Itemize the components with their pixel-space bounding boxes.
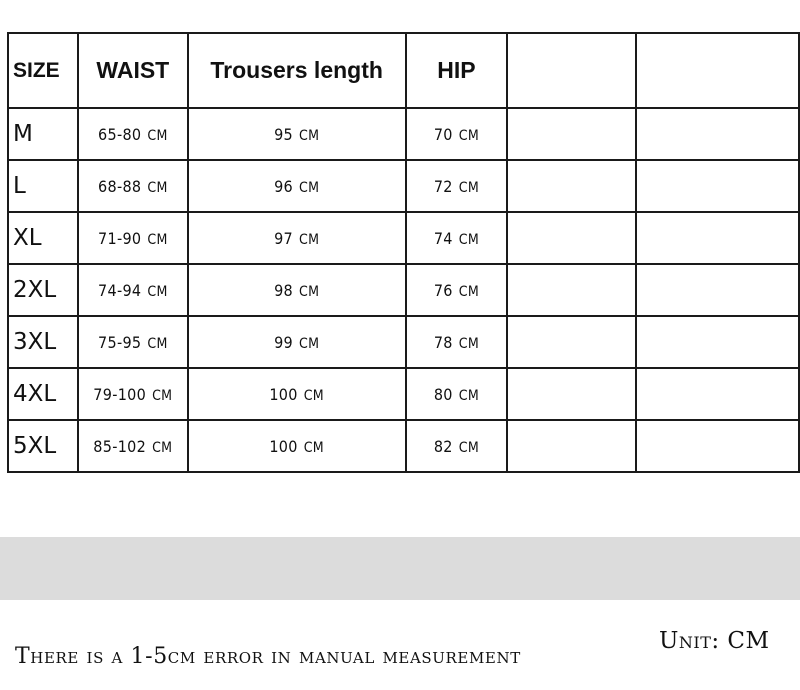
table-row bbox=[8, 108, 799, 160]
blank-cell bbox=[636, 368, 799, 420]
waist-value: 79-100 bbox=[93, 384, 147, 404]
table-row bbox=[8, 212, 799, 264]
length-cell bbox=[188, 160, 406, 212]
table-row bbox=[8, 368, 799, 420]
unit-text: CM bbox=[147, 127, 168, 144]
length-value: 97 bbox=[274, 228, 293, 248]
hip-value: 76 bbox=[433, 280, 453, 300]
length-value: 98 bbox=[274, 280, 293, 300]
blank-cell bbox=[507, 108, 635, 160]
hip-value: 74 bbox=[433, 228, 453, 248]
length-value: 96 bbox=[274, 176, 293, 196]
unit-text: CM bbox=[298, 335, 320, 352]
blank-cell bbox=[507, 368, 635, 420]
blank-cell bbox=[507, 264, 635, 316]
table-body bbox=[8, 108, 799, 472]
size-chart-table bbox=[7, 32, 800, 473]
blank-cell bbox=[636, 108, 799, 160]
unit-text: CM bbox=[458, 179, 480, 196]
hip-value: 82 bbox=[433, 436, 453, 456]
size-cell: 3XL bbox=[8, 316, 78, 368]
table-row bbox=[8, 420, 799, 472]
length-value: 100 bbox=[269, 384, 298, 404]
unit-text: CM bbox=[458, 387, 480, 404]
length-cell bbox=[188, 420, 406, 472]
table-row bbox=[8, 160, 799, 212]
hip-cell bbox=[406, 420, 508, 472]
unit-text: CM bbox=[458, 335, 480, 352]
size-cell: L bbox=[8, 160, 78, 212]
blank-cell bbox=[507, 160, 635, 212]
length-value: 99 bbox=[274, 332, 293, 352]
waist-value: 65-80 bbox=[98, 124, 142, 144]
hip-cell bbox=[406, 368, 508, 420]
waist-cell bbox=[78, 316, 188, 368]
blank-cell bbox=[636, 316, 799, 368]
size-cell: M bbox=[8, 108, 78, 160]
unit-text: CM bbox=[147, 231, 168, 248]
length-cell bbox=[188, 368, 406, 420]
hip-cell bbox=[406, 108, 508, 160]
blank-cell bbox=[636, 420, 799, 472]
header-blank-1 bbox=[507, 33, 635, 108]
size-cell: 4XL bbox=[8, 368, 78, 420]
length-cell bbox=[188, 108, 406, 160]
length-value: 95 bbox=[274, 124, 293, 144]
size-cell: 2XL bbox=[8, 264, 78, 316]
blank-cell bbox=[507, 420, 635, 472]
unit-text: CM bbox=[298, 179, 320, 196]
waist-cell bbox=[78, 160, 188, 212]
waist-cell bbox=[78, 368, 188, 420]
length-cell bbox=[188, 316, 406, 368]
unit-text: CM bbox=[298, 283, 320, 300]
blank-cell bbox=[636, 212, 799, 264]
gray-band bbox=[0, 537, 800, 600]
hip-cell bbox=[406, 160, 508, 212]
unit-text: CM bbox=[298, 231, 320, 248]
length-value: 100 bbox=[269, 436, 298, 456]
hip-cell bbox=[406, 212, 508, 264]
waist-value: 71-90 bbox=[98, 228, 142, 248]
waist-cell bbox=[78, 108, 188, 160]
blank-cell bbox=[507, 316, 635, 368]
unit-text: CM bbox=[458, 439, 480, 456]
hip-value: 78 bbox=[433, 332, 453, 352]
blank-cell bbox=[636, 264, 799, 316]
waist-value: 74-94 bbox=[98, 280, 142, 300]
unit-text: CM bbox=[152, 387, 173, 404]
size-cell: 5XL bbox=[8, 420, 78, 472]
table-row bbox=[8, 316, 799, 368]
header-blank-2 bbox=[636, 33, 799, 108]
unit-text: CM bbox=[298, 127, 320, 144]
header-waist: WAIST bbox=[78, 33, 188, 108]
unit-text: CM bbox=[458, 127, 480, 144]
hip-value: 80 bbox=[433, 384, 453, 404]
unit-text: CM bbox=[152, 439, 173, 456]
unit-text: CM bbox=[458, 231, 480, 248]
table-header-row bbox=[8, 33, 799, 108]
unit-text: CM bbox=[147, 179, 168, 196]
waist-value: 68-88 bbox=[98, 176, 142, 196]
unit-text: CM bbox=[303, 387, 324, 404]
unit-text: CM bbox=[458, 283, 480, 300]
header-size: SIZE bbox=[8, 33, 78, 108]
size-cell: XL bbox=[8, 212, 78, 264]
hip-cell bbox=[406, 316, 508, 368]
waist-cell bbox=[78, 420, 188, 472]
length-cell bbox=[188, 264, 406, 316]
length-cell bbox=[188, 212, 406, 264]
unit-text: CM bbox=[303, 439, 324, 456]
blank-cell bbox=[636, 160, 799, 212]
waist-cell bbox=[78, 212, 188, 264]
table-row bbox=[8, 264, 799, 316]
hip-cell bbox=[406, 264, 508, 316]
blank-cell bbox=[507, 212, 635, 264]
waist-value: 75-95 bbox=[98, 332, 142, 352]
waist-cell bbox=[78, 264, 188, 316]
unit-label: Unit: CM bbox=[659, 628, 770, 654]
hip-value: 70 bbox=[433, 124, 453, 144]
hip-value: 72 bbox=[433, 176, 453, 196]
waist-value: 85-102 bbox=[93, 436, 147, 456]
unit-text: CM bbox=[147, 335, 168, 352]
header-trousers-length: Trousers length bbox=[188, 33, 406, 108]
unit-text: CM bbox=[147, 283, 168, 300]
header-hip: HIP bbox=[406, 33, 508, 108]
measurement-note: There is a 1-5cm error in manual measurement bbox=[15, 644, 521, 669]
